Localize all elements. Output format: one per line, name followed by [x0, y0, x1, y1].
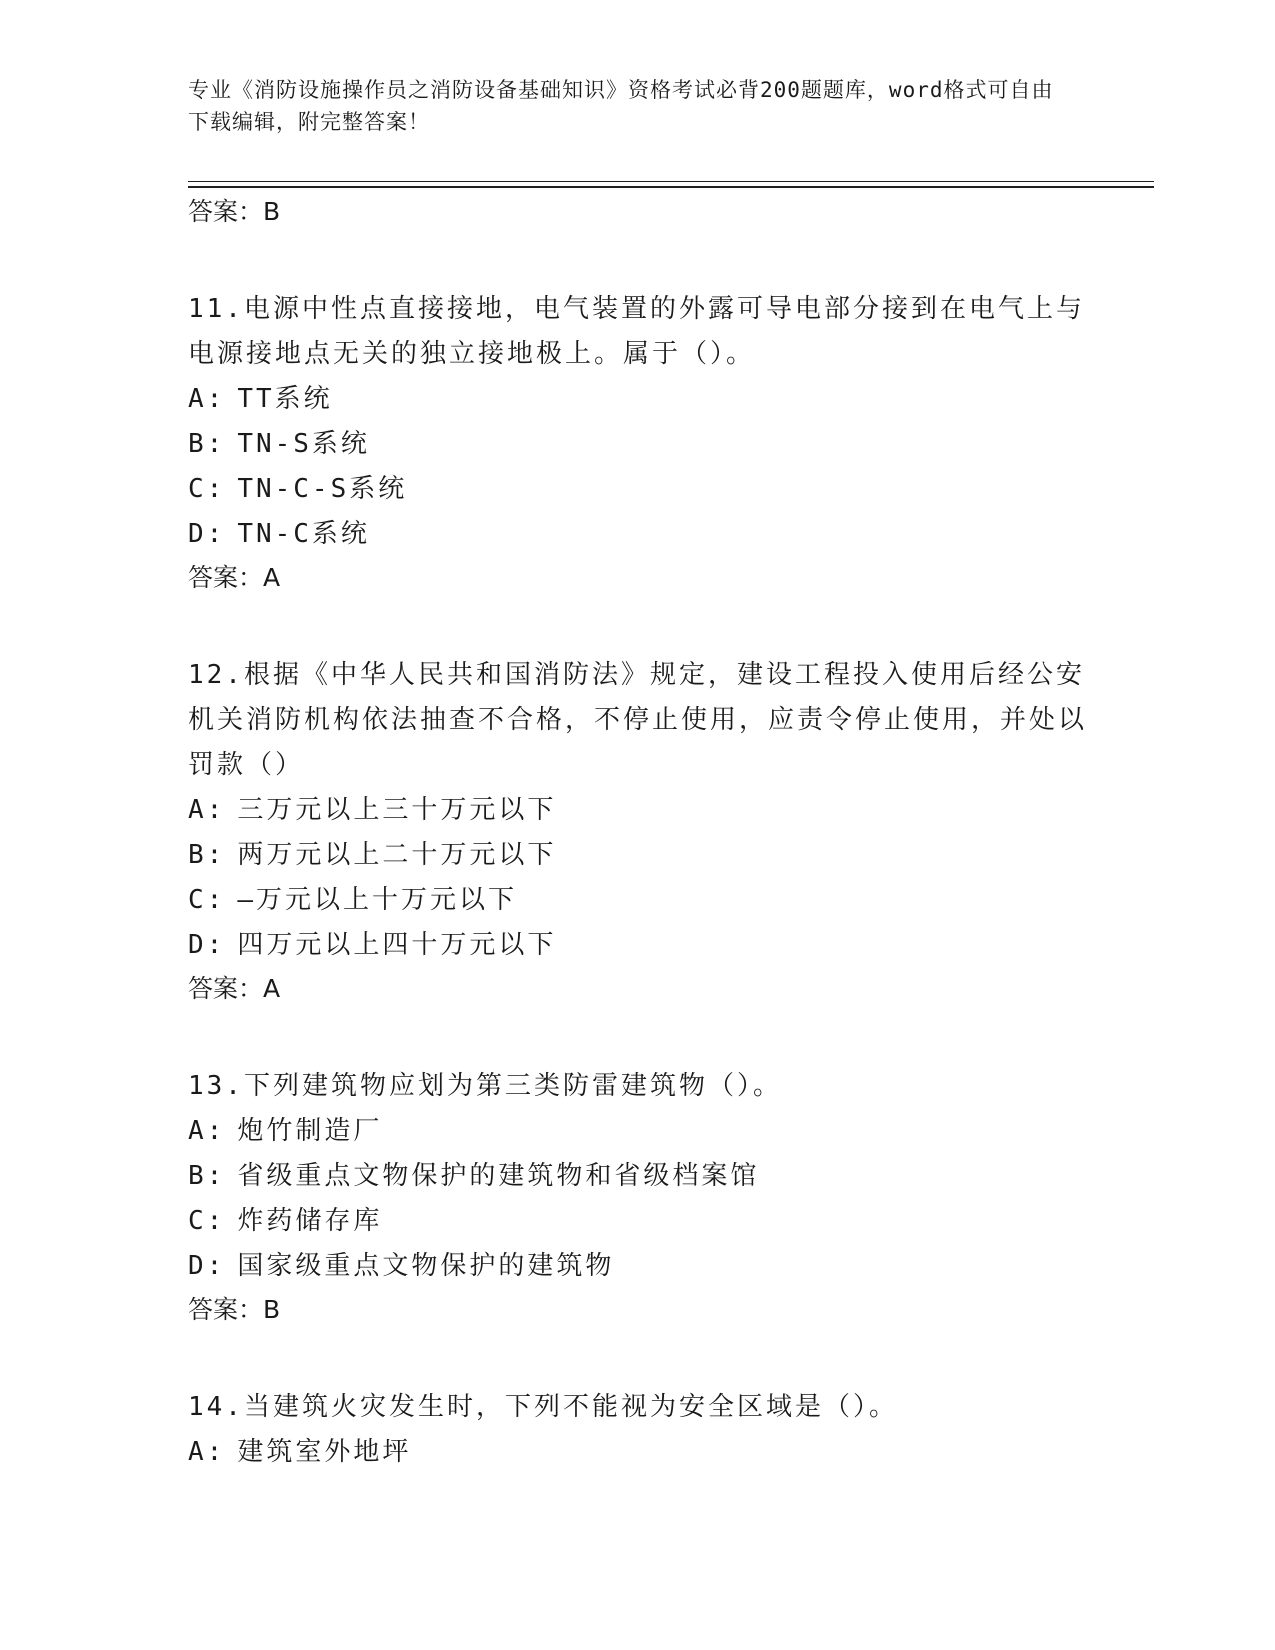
answer-line: 答案：A [188, 563, 281, 592]
header-divider-thick [188, 186, 1154, 188]
option-text: TN-S系统 [237, 429, 370, 459]
answer-line: 答案：B [188, 197, 281, 226]
option-c [188, 1199, 1088, 1244]
option-text: 两万元以上二十万元以下 [237, 840, 557, 870]
question-stem: 13.下列建筑物应划为第三类防雷建筑物（）。 [188, 1071, 782, 1101]
option-a [188, 377, 1088, 422]
option-text: 三万元以上三十万元以下 [237, 795, 557, 825]
question-stem: 12.根据《中华人民共和国消防法》规定，建设工程投入使用后经公安机关消防机构依法抽查不合格，不停止使用，应责令停止使用，并处以罚款（） [188, 660, 1088, 780]
option-letter: D: [188, 930, 226, 960]
question-12 [188, 653, 1088, 1010]
option-d [188, 923, 1088, 968]
option-text: 炸药储存库 [237, 1206, 383, 1236]
header-text: 专业《消防设施操作员之消防设备基础知识》资格考试必背200题题库，word格式可自由下载编辑，附完整答案！ [188, 78, 1054, 134]
option-letter: D: [188, 1251, 226, 1281]
option-b [188, 1154, 1088, 1199]
question-11 [188, 287, 1088, 599]
option-letter: A: [188, 795, 226, 825]
option-b [188, 422, 1088, 467]
option-letter: B: [188, 840, 226, 870]
option-letter: B: [188, 429, 226, 459]
option-text: —万元以上十万元以下 [237, 885, 517, 915]
option-text: TN-C系统 [237, 519, 370, 549]
option-a [188, 1109, 1088, 1154]
option-text: 省级重点文物保护的建筑物和省级档案馆 [237, 1161, 760, 1191]
option-a [188, 1430, 1088, 1475]
option-d [188, 512, 1088, 557]
option-b [188, 833, 1088, 878]
option-letter: C: [188, 1206, 226, 1236]
question-stem: 11.电源中性点直接接地，电气装置的外露可导电部分接到在电气上与电源接地点无关的独立接地极上。属于（）。 [188, 294, 1085, 369]
option-text: 国家级重点文物保护的建筑物 [237, 1251, 615, 1281]
option-c [188, 467, 1088, 512]
option-letter: A: [188, 1437, 226, 1467]
option-letter: D: [188, 519, 226, 549]
option-text: 炮竹制造厂 [237, 1116, 383, 1146]
question-13 [188, 1064, 1088, 1331]
option-c [188, 878, 1088, 923]
question-stem: 14.当建筑火灾发生时，下列不能视为安全区域是（）。 [188, 1392, 898, 1422]
option-a [188, 788, 1088, 833]
option-d [188, 1244, 1088, 1289]
option-text: TN-C-S系统 [237, 474, 408, 504]
answer-line: 答案：A [188, 974, 281, 1003]
option-letter: C: [188, 474, 226, 504]
option-letter: B: [188, 1161, 226, 1191]
option-text: 建筑室外地坪 [237, 1437, 412, 1467]
option-text: TT系统 [237, 384, 333, 414]
answer-line: 答案：B [188, 1295, 281, 1324]
option-letter: C: [188, 885, 226, 915]
question-14 [188, 1385, 1088, 1475]
question-list [188, 191, 1088, 1529]
option-letter: A: [188, 1116, 226, 1146]
option-text: 四万元以上四十万元以下 [237, 930, 557, 960]
option-letter: A: [188, 384, 226, 414]
document-header [188, 74, 1068, 138]
header-divider-thin [188, 181, 1154, 182]
